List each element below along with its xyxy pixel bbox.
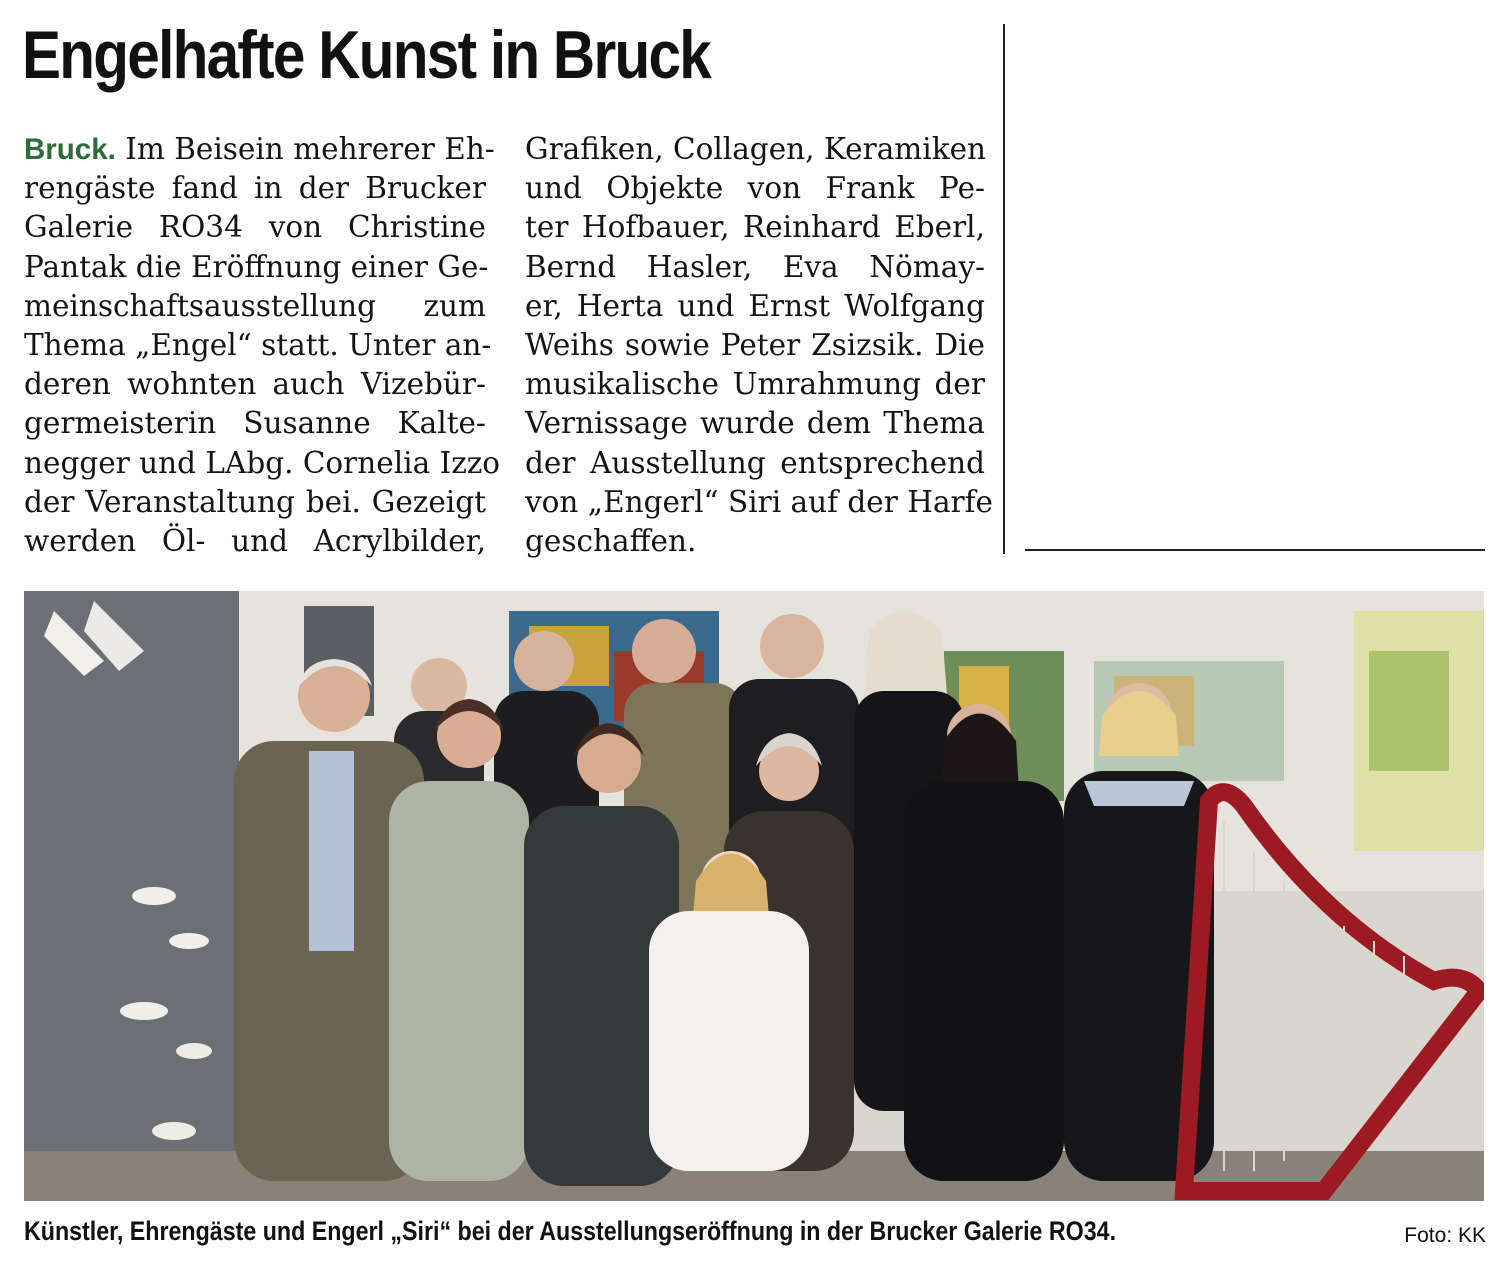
article-line: ter Hofbauer, Reinhard Eberl,: [525, 210, 985, 245]
article-line: der Ausstellung entsprechend: [525, 445, 985, 480]
group-photo-illustration: [24, 591, 1484, 1201]
column-divider-vertical: [1003, 24, 1005, 554]
article-line: negger und LAbg. Cornelia Izzo: [24, 445, 501, 480]
article-line: geschaffen.: [525, 523, 697, 558]
group-photo: [24, 591, 1484, 1201]
article-line: Grafiken, Collagen, Keramiken: [525, 132, 987, 166]
article-line: Galerie RO34 von Christine: [24, 210, 486, 245]
article-line: Thema „Engel“ statt. Unter an-: [24, 327, 492, 362]
person: [389, 781, 529, 1181]
article-line-text: Im Beisein mehrerer Eh-: [115, 132, 495, 166]
article-line: Weihs sowie Peter Zsizsik. Die: [525, 327, 985, 362]
article-line: musikalische Umrahmung der: [525, 367, 985, 402]
article-line: von „Engerl“ Siri auf der Harfe: [525, 484, 994, 519]
person: [904, 781, 1064, 1181]
article-line: er, Herta und Ernst Wolfgang: [525, 288, 985, 323]
column-divider-horizontal: [1025, 549, 1485, 551]
article-line: Bernd Hasler, Eva Nömay-: [525, 249, 985, 284]
dateline: Bruck.: [24, 133, 116, 166]
article-line: [24, 130, 495, 169]
person: [649, 911, 809, 1171]
photo-caption: Künstler, Ehrengäste und Engerl „Siri“ bei der Ausstellungseröffnung in der Brucker Galerie RO34.: [24, 1216, 1117, 1246]
article-line: der Veranstaltung bei. Gezeigt: [24, 484, 486, 519]
article-line: deren wohnten auch Vizebür-: [24, 367, 486, 402]
article-line: und Objekte von Frank Pe-: [525, 171, 985, 206]
article-line: rengäste fand in der Brucker: [24, 171, 486, 206]
headline: Engelhafte Kunst in Bruck: [22, 17, 711, 93]
article-column-2: [525, 130, 994, 561]
photo-credit: Foto: KK: [1404, 1224, 1486, 1247]
article-line: meinschaftsausstellung zum: [24, 288, 486, 323]
article-line: Vernissage wurde dem Thema: [525, 406, 985, 441]
article-column-1: [24, 130, 501, 561]
article-line: werden Öl- und Acrylbilder,: [24, 523, 486, 558]
article-line: germeisterin Susanne Kalte-: [24, 406, 486, 441]
article-line: Pantak die Eröffnung einer Ge-: [24, 249, 489, 284]
